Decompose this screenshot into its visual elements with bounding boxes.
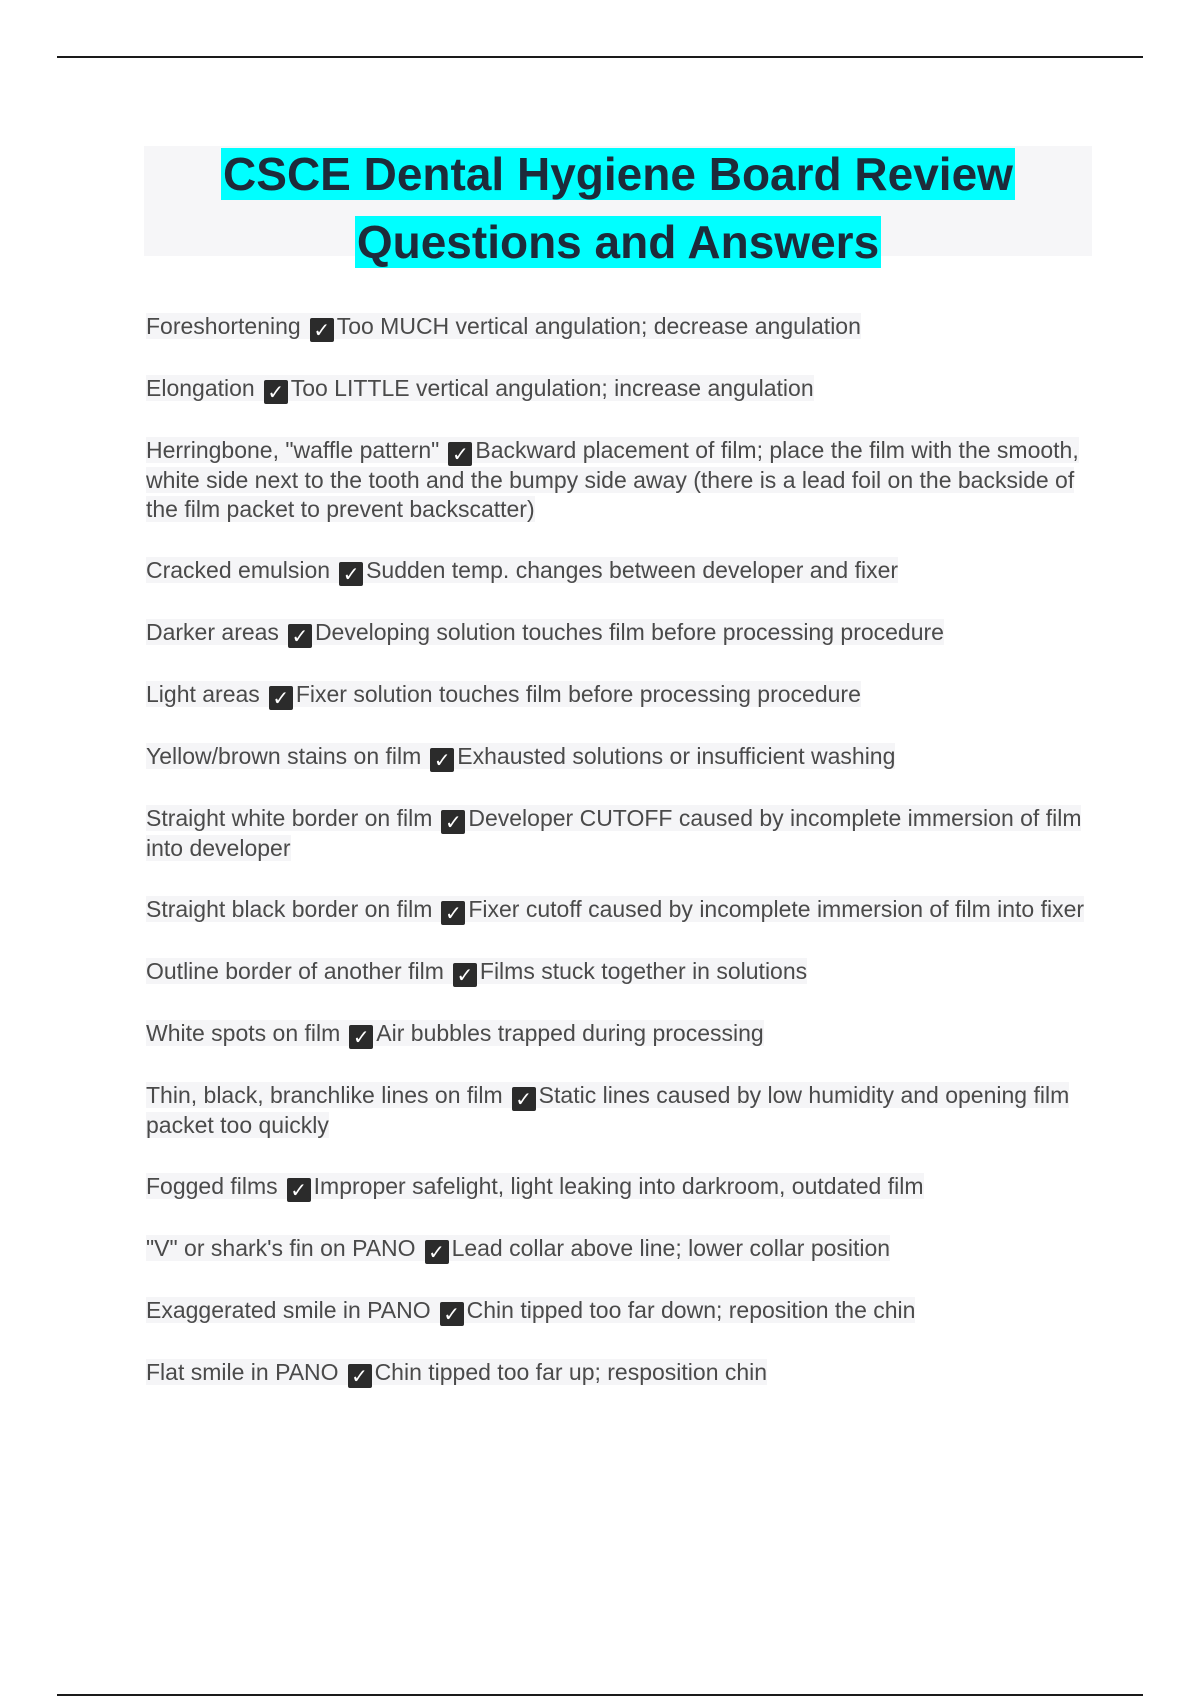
qa-answer: Sudden temp. changes between developer and fixer xyxy=(366,557,899,583)
top-rule xyxy=(57,56,1143,58)
qa-answer: Static lines caused by low humidity and opening film packet too quickly xyxy=(146,1082,1070,1138)
qa-item xyxy=(146,1019,1096,1049)
checkmark-icon: ✓ xyxy=(349,1025,373,1049)
checkmark-icon: ✓ xyxy=(441,810,465,834)
checkmark-icon: ✓ xyxy=(264,380,288,404)
checkmark-icon: ✓ xyxy=(310,318,334,342)
qa-item xyxy=(146,1296,1096,1326)
qa-answer: Chin tipped too far up; resposition chin xyxy=(374,1359,768,1385)
checkmark-icon: ✓ xyxy=(453,963,477,987)
qa-answer: Exhausted solutions or insufficient washing xyxy=(457,743,896,769)
qa-term: Flat smile in PANO xyxy=(146,1359,339,1385)
qa-item xyxy=(146,374,1096,404)
checkmark-icon: ✓ xyxy=(430,748,454,772)
qa-answer: Chin tipped too far down; reposition the chin xyxy=(466,1297,916,1323)
qa-answer: Air bubbles trapped during processing xyxy=(376,1020,764,1046)
checkmark-icon: ✓ xyxy=(448,442,472,466)
qa-term: Fogged films xyxy=(146,1173,278,1199)
qa-answer: Improper safelight, light leaking into darkroom, outdated film xyxy=(313,1173,924,1199)
qa-term: Cracked emulsion xyxy=(146,557,331,583)
checkmark-icon: ✓ xyxy=(440,1302,464,1326)
checkmark-icon: ✓ xyxy=(269,686,293,710)
qa-answer: Developer CUTOFF caused by incomplete immersion of film into developer xyxy=(146,805,1082,861)
checkmark-icon: ✓ xyxy=(287,1178,311,1202)
qa-item xyxy=(146,895,1096,925)
checkmark-icon: ✓ xyxy=(425,1240,449,1264)
qa-item xyxy=(146,1358,1096,1388)
checkmark-icon: ✓ xyxy=(441,901,465,925)
qa-answer: Fixer solution touches film before processing procedure xyxy=(295,681,861,707)
title-line-1: CSCE Dental Hygiene Board Review xyxy=(223,148,1013,200)
qa-term: Light areas xyxy=(146,681,260,707)
qa-list xyxy=(146,312,1096,1420)
bottom-rule xyxy=(57,1694,1143,1696)
qa-answer: Backward placement of film; place the film with the smooth, white side next to the tooth and the bumpy side away (there is a lead foil on the backside of the film packet to prevent backscatter) xyxy=(146,437,1079,522)
qa-item xyxy=(146,680,1096,710)
qa-term: Outline border of another film xyxy=(146,958,444,984)
qa-item xyxy=(146,742,1096,772)
qa-term: "V" or shark's fin on PANO xyxy=(146,1235,416,1261)
qa-item xyxy=(146,618,1096,648)
qa-answer: Too MUCH vertical angulation; decrease angulation xyxy=(336,313,861,339)
qa-answer: Too LITTLE vertical angulation; increase angulation xyxy=(290,375,814,401)
qa-item xyxy=(146,804,1096,863)
qa-answer: Developing solution touches film before processing procedure xyxy=(314,619,944,645)
qa-term: Straight black border on film xyxy=(146,896,433,922)
checkmark-icon: ✓ xyxy=(512,1087,536,1111)
qa-item xyxy=(146,556,1096,586)
qa-answer: Films stuck together in solutions xyxy=(479,958,808,984)
checkmark-icon: ✓ xyxy=(339,562,363,586)
checkmark-icon: ✓ xyxy=(288,624,312,648)
qa-term: Exaggerated smile in PANO xyxy=(146,1297,431,1323)
qa-item xyxy=(146,312,1096,342)
title-line-2: Questions and Answers xyxy=(356,216,880,268)
qa-term: Darker areas xyxy=(146,619,279,645)
qa-term: Yellow/brown stains on film xyxy=(146,743,422,769)
qa-answer: Fixer cutoff caused by incomplete immersion of film into fixer xyxy=(468,896,1085,922)
qa-term: Straight white border on film xyxy=(146,805,433,831)
checkmark-icon: ✓ xyxy=(348,1364,372,1388)
qa-answer: Lead collar above line; lower collar position xyxy=(451,1235,891,1261)
qa-term: Herringbone, "waffle pattern" xyxy=(146,437,440,463)
qa-term: Elongation xyxy=(146,375,255,401)
qa-item xyxy=(146,1172,1096,1202)
qa-term: Foreshortening xyxy=(146,313,301,339)
qa-term: Thin, black, branchlike lines on film xyxy=(146,1082,503,1108)
qa-item xyxy=(146,1234,1096,1264)
qa-item xyxy=(146,436,1096,524)
qa-term: White spots on film xyxy=(146,1020,341,1046)
qa-item xyxy=(146,957,1096,987)
qa-item xyxy=(146,1081,1096,1140)
document-title xyxy=(144,146,1092,268)
